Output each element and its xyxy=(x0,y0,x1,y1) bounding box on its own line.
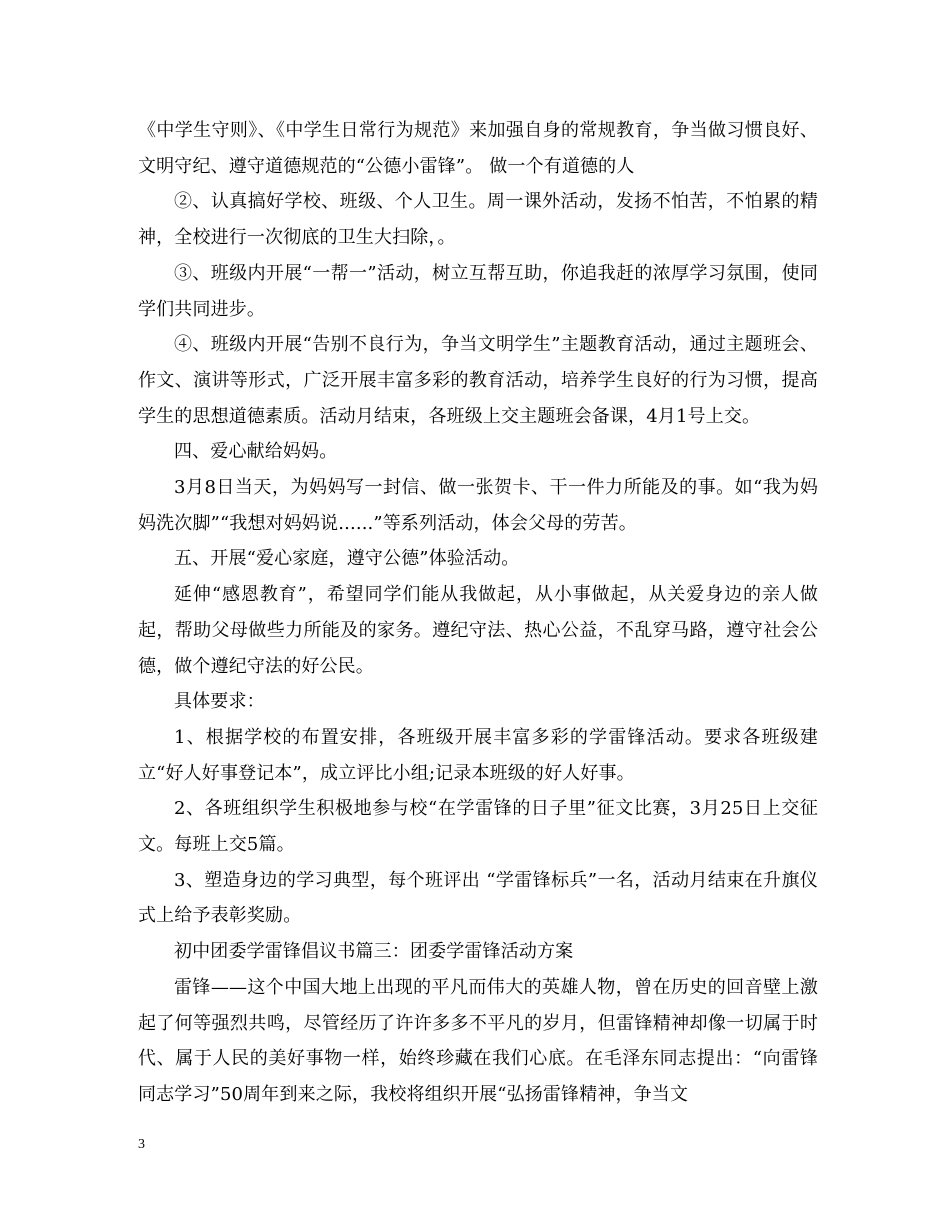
paragraph: ②、认真搞好学校、班级、个人卫生。周一课外活动，发扬不怕苦，不怕累的精神，全校进行一次彻底的卫生大扫除，。 xyxy=(138,191,818,249)
page-number: 3 xyxy=(138,1137,145,1152)
paragraph: ③、班级内开展“一帮一”活动，树立互帮互助，你追我赶的浓厚学习氛围，使同学们共同进步。 xyxy=(138,262,818,320)
paragraph: ④、班级内开展“告别不良行为，争当文明学生”主题教育活动，通过主题班会、作文、演讲等形式，广泛开展丰富多彩的教育活动，培养学生良好的行为习惯，提高学生的思想道德素质。活动月结束，各班级上交主题班会备课，4月1号上交。 xyxy=(138,334,818,427)
document-body xyxy=(138,113,818,1113)
paragraph: 3月8日当天，为妈妈写一封信、做一张贺卡、干一件力所能及的事。如“我为妈妈洗次脚”“我想对妈妈说......”等系列活动，体会父母的劳苦。 xyxy=(138,477,818,534)
paragraph: 延伸“感恩教育”，希望同学们能从我做起，从小事做起，从关爱身边的亲人做起，帮助父母做些力所能及的家务。遵纪守法、热心公益，不乱穿马路，遵守社会公德，做个遵纪守法的好公民。 xyxy=(138,584,818,677)
paragraph: 2、各班组织学生积极地参与校“在学雷锋的日子里”征文比赛，3月25日上交征文。每班上交5篇。 xyxy=(138,798,818,856)
section-heading: 五、开展“爱心家庭，遵守公德”体验活动。 xyxy=(174,548,520,570)
section-heading: 四、爱心献给妈妈。 xyxy=(174,441,338,463)
requirements-heading: 具体要求： xyxy=(174,691,265,713)
article-title: 初中团委学雷锋倡议书篇三：团委学雷锋活动方案 xyxy=(174,941,574,963)
paragraph: 3、塑造身边的学习典型，每个班评出 “学雷锋标兵”一名，活动月结束在升旗仪式上给予表彰奖励。 xyxy=(138,869,818,927)
paragraph: 雷锋——这个中国大地上出现的平凡而伟大的英雄人物，曾在历史的回音壁上激起了何等强烈共鸣，尽管经历了许许多多不平凡的岁月，但雷锋精神却像一切属于时代、属于人民的美好事物一样，始终珍藏在我们心底。在毛泽东同志提出：“向雷锋同志学习”50周年到来之际，我校将组织开展“弘扬雷锋精神，争当文 xyxy=(138,976,818,1105)
paragraph: 《中学生守则》、《中学生日常行为规范》来加强自身的常规教育，争当做习惯良好、文明守纪、遵守道德规范的“公德小雷锋”。 做一个有道德的人 xyxy=(138,120,818,177)
paragraph: 1、根据学校的布置安排，各班级开展丰富多彩的学雷锋活动。要求各班级建立“好人好事登记本”，成立评比小组;记录本班级的好人好事。 xyxy=(138,726,818,784)
